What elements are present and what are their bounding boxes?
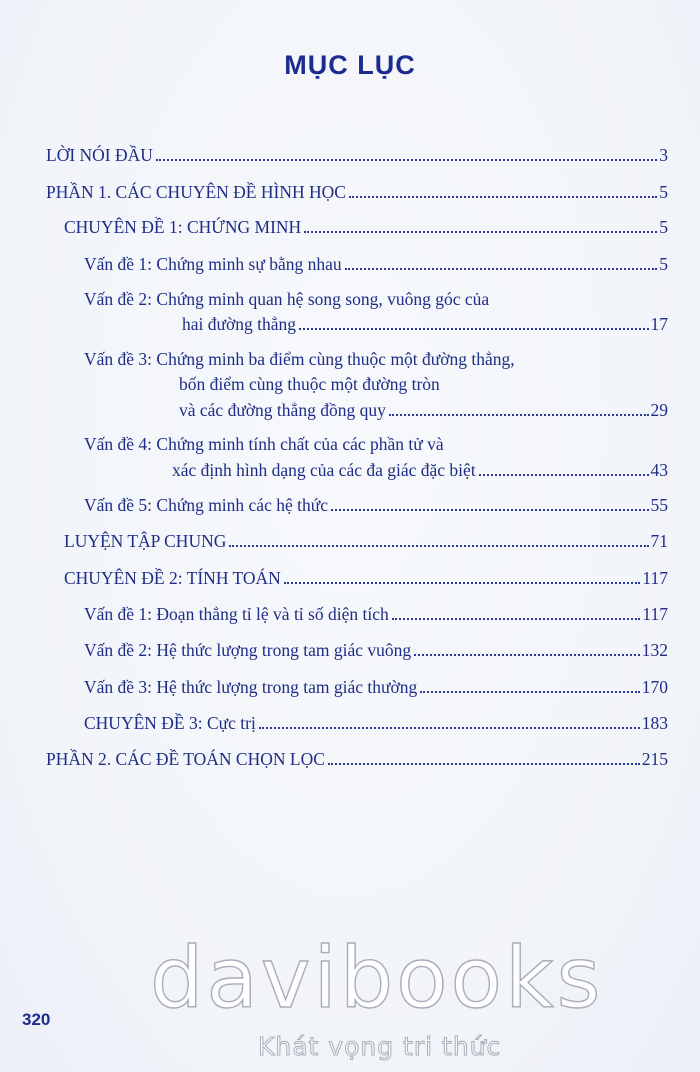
toc-entry-topic-1-issue-2-line-1[interactable]: Vấn đề 2: Chứng minh quan hệ song song, vuông góc của <box>84 289 490 309</box>
toc-page-number: 117 <box>642 604 668 624</box>
toc-leader-dots <box>299 327 649 330</box>
toc-page-number: 132 <box>641 640 668 660</box>
toc-entry-preface[interactable] <box>46 145 668 165</box>
toc-entry-topic-1-issue-5[interactable] <box>84 495 668 515</box>
toc-page-number: 117 <box>642 568 668 588</box>
page-number: 320 <box>22 1010 51 1029</box>
toc-entry-label: CHUYÊN ĐỀ 1: CHỨNG MINH <box>64 217 302 237</box>
toc-leader-dots <box>389 413 649 416</box>
toc-entry-label: Vấn đề 1: Chứng minh sự bằng nhau <box>84 254 342 274</box>
watermark-logo: davibooks <box>150 929 604 1027</box>
toc-entry-topic-2-issue-2[interactable] <box>84 640 668 660</box>
toc-leader-dots <box>229 544 648 547</box>
toc-page-number: 17 <box>650 314 668 334</box>
toc-leader-dots <box>331 508 649 511</box>
toc-leader-dots <box>304 230 657 233</box>
toc-entry-topic-1-issue-1[interactable] <box>84 254 668 274</box>
toc-entry-label: và các đường thẳng đồng quy <box>179 400 386 420</box>
toc-page-number: 3 <box>659 145 668 165</box>
toc-entry-topic-1-issue-3-line-2[interactable]: bốn điểm cùng thuộc một đường tròn <box>179 374 440 394</box>
toc-entry-topic-1-issue-4[interactable] <box>172 460 668 480</box>
toc-entry-label: LUYỆN TẬP CHUNG <box>64 531 227 551</box>
toc-page-number: 29 <box>650 400 668 420</box>
toc-page-number: 5 <box>659 182 668 202</box>
toc-page-number: 55 <box>650 495 668 515</box>
toc-entry-part-1[interactable] <box>46 182 668 202</box>
toc-entry-topic-1-issue-3-line-1[interactable]: Vấn đề 3: Chứng minh ba điểm cùng thuộc một đường thẳng, <box>84 349 515 369</box>
toc-entry-label: PHẦN 1. CÁC CHUYÊN ĐỀ HÌNH HỌC <box>46 182 346 202</box>
toc-leader-dots <box>349 195 657 198</box>
toc-entry-topic-1-issue-3[interactable] <box>179 400 668 420</box>
toc-entry-label: CHUYÊN ĐỀ 2: TÍNH TOÁN <box>64 568 281 588</box>
toc-page-number: 170 <box>641 677 668 697</box>
toc-entry-part-2[interactable] <box>46 749 668 769</box>
toc-entry-label: Vấn đề 3: Hệ thức lượng trong tam giác thường <box>84 677 418 697</box>
toc-entry-label: xác định hình dạng của các đa giác đặc biệt <box>172 460 476 480</box>
page-title: MỤC LỤC <box>284 50 416 80</box>
toc-entry-topic-1[interactable] <box>64 217 668 237</box>
toc-entry-label: LỜI NÓI ĐẦU <box>46 145 153 165</box>
toc-entry-label: hai đường thẳng <box>182 314 296 334</box>
toc-entry-general-practice[interactable] <box>64 531 668 551</box>
toc-leader-dots <box>345 267 658 270</box>
toc-page-number: 71 <box>650 531 668 551</box>
toc-entry-topic-3[interactable] <box>84 713 668 733</box>
watermark-tagline: Khát vọng tri thức <box>258 1032 502 1061</box>
toc-entry-label: Vấn đề 2: Hệ thức lượng trong tam giác vuông <box>84 640 412 660</box>
toc-page-number: 43 <box>650 460 668 480</box>
toc-leader-dots <box>284 581 641 584</box>
toc-entry-topic-1-issue-2[interactable] <box>182 314 668 334</box>
toc-entry-label: Vấn đề 5: Chứng minh các hệ thức <box>84 495 328 515</box>
toc-leader-dots <box>259 726 640 729</box>
toc-leader-dots <box>479 473 649 476</box>
toc-page-number: 5 <box>659 254 668 274</box>
toc-leader-dots <box>328 762 640 765</box>
toc-page-number: 215 <box>641 749 668 769</box>
toc-page-number: 183 <box>641 713 668 733</box>
toc-entry-label: PHẦN 2. CÁC ĐỀ TOÁN CHỌN LỌC <box>46 749 325 769</box>
toc-entry-label: CHUYÊN ĐỀ 3: Cực trị <box>84 713 256 733</box>
toc-entry-label: Vấn đề 1: Đoạn thẳng tỉ lệ và tỉ số diện tích <box>84 604 389 624</box>
toc-entry-topic-2[interactable] <box>64 568 668 588</box>
toc-page-number: 5 <box>659 217 668 237</box>
toc-entry-topic-2-issue-1[interactable] <box>84 604 668 624</box>
toc-leader-dots <box>156 158 657 161</box>
toc-entry-topic-2-issue-3[interactable] <box>84 677 668 697</box>
toc-leader-dots <box>414 653 640 656</box>
toc-entry-topic-1-issue-4-line-1[interactable]: Vấn đề 4: Chứng minh tính chất của các phần tử và <box>84 434 444 454</box>
toc-leader-dots <box>420 690 640 693</box>
toc-leader-dots <box>392 617 641 620</box>
